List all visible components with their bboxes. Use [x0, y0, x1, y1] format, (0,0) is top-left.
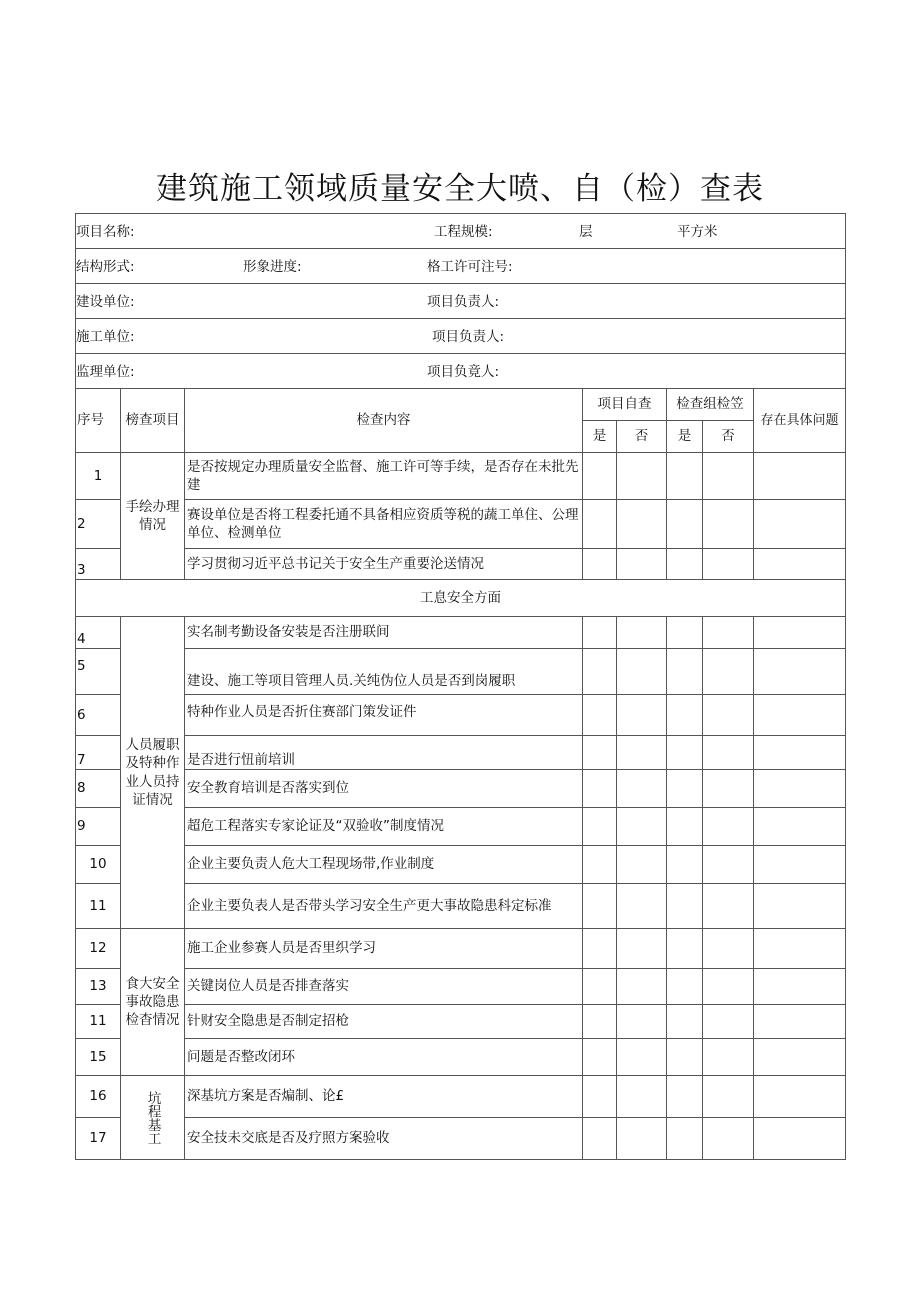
row-number: 15	[76, 1039, 121, 1076]
issue-cell[interactable]	[754, 770, 846, 808]
group-no-cell[interactable]	[703, 1076, 754, 1118]
group-yes-cell[interactable]	[667, 549, 703, 580]
row-content: 深基坑方案是否煸制、论£	[185, 1076, 583, 1118]
builder-manager-label: 项目负责人:	[427, 294, 500, 310]
row-number: 12	[76, 929, 121, 969]
table-row	[76, 500, 846, 549]
issue-cell[interactable]	[754, 808, 846, 846]
self-yes-cell[interactable]	[583, 617, 617, 649]
group-yes-cell[interactable]	[667, 453, 703, 500]
group-no-cell[interactable]	[703, 846, 754, 884]
self-no-cell[interactable]	[617, 846, 667, 884]
table-row	[76, 808, 846, 846]
self-yes-cell[interactable]	[583, 884, 617, 929]
self-no-cell[interactable]	[617, 1039, 667, 1076]
permit-label: 格工许可注号:	[427, 259, 513, 275]
self-no-cell[interactable]	[617, 549, 667, 580]
self-no-cell[interactable]	[617, 736, 667, 770]
issue-cell[interactable]	[754, 846, 846, 884]
table-row	[76, 846, 846, 884]
supervisor-manager-label: 项目负竟人:	[427, 364, 500, 380]
row-content: 问题是否整改闭环	[185, 1039, 583, 1076]
group-no-cell[interactable]	[703, 929, 754, 969]
row-number: 11	[76, 1005, 121, 1039]
table-row	[76, 1118, 846, 1160]
group-yes-cell[interactable]	[667, 969, 703, 1005]
row-number: 7	[76, 736, 121, 770]
category-foundation-text: 坑程基工	[144, 1090, 161, 1145]
row-content: 是否进行忸前培训	[185, 736, 583, 770]
scale-label: 工程规模:	[434, 224, 493, 240]
issue-cell[interactable]	[754, 929, 846, 969]
issue-cell[interactable]	[754, 1039, 846, 1076]
info-row-constructor	[76, 319, 846, 354]
group-yes-cell[interactable]	[667, 1005, 703, 1039]
row-number: 5	[76, 649, 121, 695]
group-yes-cell[interactable]	[667, 736, 703, 770]
page-title: 建筑施工领域质量安全大喷、自（检）查表	[156, 171, 764, 207]
group-no-cell[interactable]	[703, 549, 754, 580]
table-row	[76, 549, 846, 580]
table-row	[76, 617, 846, 649]
row-number: 17	[76, 1118, 121, 1160]
row-number: 2	[76, 500, 121, 549]
self-no-cell[interactable]	[617, 617, 667, 649]
issue-cell[interactable]	[754, 695, 846, 736]
issue-cell[interactable]	[754, 617, 846, 649]
self-no-cell[interactable]	[617, 500, 667, 549]
row-content: 学习贯彻习近平总书记关于安全生产重要沦送情况	[185, 549, 583, 580]
row-content: 实名制考勤设备安装是否注册联间	[185, 617, 583, 649]
issue-cell[interactable]	[754, 549, 846, 580]
row-content: 特种作业人员是否折住赛部门策发证件	[185, 695, 583, 736]
table-row	[76, 649, 846, 695]
self-yes-cell[interactable]	[583, 969, 617, 1005]
header-no-1: 否	[617, 421, 667, 453]
self-yes-cell[interactable]	[583, 846, 617, 884]
row-number: 6	[76, 695, 121, 736]
self-yes-cell[interactable]	[583, 1039, 617, 1076]
info-row-builder	[76, 284, 846, 319]
self-no-cell[interactable]	[617, 770, 667, 808]
header-self-check: 项目自查	[583, 389, 667, 421]
self-no-cell[interactable]	[617, 1005, 667, 1039]
self-no-cell[interactable]	[617, 808, 667, 846]
table-row	[76, 1005, 846, 1039]
group-yes-cell[interactable]	[667, 1039, 703, 1076]
category-hazards: 食大安全事故隐患检杳情况	[121, 929, 185, 1076]
row-number: 3	[76, 549, 121, 580]
floors-unit: 层	[579, 224, 593, 240]
row-content: 企业主要负表人是否带头学习安全生产更大事故隐患科定标准	[185, 884, 583, 929]
section-row	[76, 580, 846, 617]
group-yes-cell[interactable]	[667, 617, 703, 649]
row-content: 建设、施工等项目管理人员.关纯伪位人员是否到岗履职	[185, 649, 583, 695]
self-no-cell[interactable]	[617, 969, 667, 1005]
self-yes-cell[interactable]	[583, 549, 617, 580]
row-number: 8	[76, 770, 121, 808]
header-group-check: 检查组检笠	[667, 389, 754, 421]
row-content: 关键岗位人员是否排查落实	[185, 969, 583, 1005]
issue-cell[interactable]	[754, 736, 846, 770]
header-item: 榜查项目	[121, 389, 185, 453]
row-content: 安全技未交底是否及疗照方案验收	[185, 1118, 583, 1160]
group-no-cell[interactable]	[703, 736, 754, 770]
row-number: 11	[76, 884, 121, 929]
group-no-cell[interactable]	[703, 770, 754, 808]
self-yes-cell[interactable]	[583, 1118, 617, 1160]
row-number: 4	[76, 617, 121, 649]
group-yes-cell[interactable]	[667, 695, 703, 736]
self-no-cell[interactable]	[617, 1118, 667, 1160]
row-content: 是否按规定办理质量安全监督、施工许可等手续，是否存在未批先建	[185, 453, 583, 500]
table-row	[76, 695, 846, 736]
row-content: 企业主要负责人危大工程现场带,作业制度	[185, 846, 583, 884]
row-number: 13	[76, 969, 121, 1005]
group-no-cell[interactable]	[703, 649, 754, 695]
self-yes-cell[interactable]	[583, 929, 617, 969]
self-no-cell[interactable]	[617, 649, 667, 695]
table-row	[76, 929, 846, 969]
row-number: 9	[76, 808, 121, 846]
issue-cell[interactable]	[754, 1118, 846, 1160]
issue-cell[interactable]	[754, 649, 846, 695]
area-unit: 平方米	[677, 224, 718, 240]
table-row	[76, 1039, 846, 1076]
self-yes-cell[interactable]	[583, 1076, 617, 1118]
group-yes-cell[interactable]	[667, 929, 703, 969]
self-yes-cell[interactable]	[583, 453, 617, 500]
group-no-cell[interactable]	[703, 453, 754, 500]
constructor-manager-label: 项目负责人:	[432, 329, 505, 345]
issue-cell[interactable]	[754, 1005, 846, 1039]
self-yes-cell[interactable]	[583, 736, 617, 770]
self-yes-cell[interactable]	[583, 808, 617, 846]
row-content: 安全教育培训是否落实到位	[185, 770, 583, 808]
header-content: 检查内容	[185, 389, 583, 453]
group-no-cell[interactable]	[703, 969, 754, 1005]
table-row	[76, 736, 846, 770]
self-no-cell[interactable]	[617, 1076, 667, 1118]
group-no-cell[interactable]	[703, 808, 754, 846]
self-yes-cell[interactable]	[583, 770, 617, 808]
table-row	[76, 969, 846, 1005]
row-number: 1	[76, 453, 121, 500]
group-yes-cell[interactable]	[667, 500, 703, 549]
header-yes-1: 是	[583, 421, 617, 453]
builder-label: 建设单位:	[76, 294, 135, 310]
table-row	[76, 884, 846, 929]
group-no-cell[interactable]	[703, 1005, 754, 1039]
group-no-cell[interactable]	[703, 500, 754, 549]
row-content: 施工企业参赛人员是否里织学习	[185, 929, 583, 969]
group-yes-cell[interactable]	[667, 884, 703, 929]
group-yes-cell[interactable]	[667, 808, 703, 846]
table-row	[76, 1076, 846, 1118]
row-content: 针财安全隐患是否制定招枪	[185, 1005, 583, 1039]
issue-cell[interactable]	[754, 884, 846, 929]
group-yes-cell[interactable]	[667, 1076, 703, 1118]
progress-label: 形象进度:	[243, 259, 302, 275]
info-row-supervisor	[76, 354, 846, 389]
table-row	[76, 770, 846, 808]
issue-cell[interactable]	[754, 500, 846, 549]
project-name-label: 项目名称:	[76, 224, 135, 240]
issue-cell[interactable]	[754, 453, 846, 500]
row-number: 16	[76, 1076, 121, 1118]
issue-cell[interactable]	[754, 1076, 846, 1118]
self-no-cell[interactable]	[617, 453, 667, 500]
constructor-label: 施工单位:	[76, 329, 135, 345]
header-no-2: 否	[703, 421, 754, 453]
category-procedures: 手绘办理情况	[121, 453, 185, 580]
group-yes-cell[interactable]	[667, 649, 703, 695]
self-no-cell[interactable]	[617, 884, 667, 929]
structure-label: 结构形式:	[76, 259, 135, 275]
header-row-1	[76, 389, 846, 421]
group-no-cell[interactable]	[703, 884, 754, 929]
issue-cell[interactable]	[754, 969, 846, 1005]
category-foundation	[121, 1076, 185, 1160]
self-yes-cell[interactable]	[583, 649, 617, 695]
inspection-form	[75, 213, 846, 1160]
section-title: 工息安全方面	[76, 580, 846, 617]
category-personnel: 人员履职及特种作业人员持证情况	[121, 617, 185, 929]
row-content: 赛设单位是否将工程委托通不具备相应资质等税的蔬工单住、公理单位、检测单位	[185, 500, 583, 549]
self-yes-cell[interactable]	[583, 500, 617, 549]
row-number: 10	[76, 846, 121, 884]
self-no-cell[interactable]	[617, 929, 667, 969]
self-yes-cell[interactable]	[583, 695, 617, 736]
group-yes-cell[interactable]	[667, 1118, 703, 1160]
group-no-cell[interactable]	[703, 617, 754, 649]
info-row-structure	[76, 249, 846, 284]
group-no-cell[interactable]	[703, 1039, 754, 1076]
supervisor-label: 监理单位:	[76, 364, 135, 380]
group-yes-cell[interactable]	[667, 846, 703, 884]
self-yes-cell[interactable]	[583, 1005, 617, 1039]
header-issues: 存在具体问题	[754, 389, 846, 453]
group-no-cell[interactable]	[703, 1118, 754, 1160]
header-seq: 序号	[76, 389, 121, 453]
header-yes-2: 是	[667, 421, 703, 453]
group-no-cell[interactable]	[703, 695, 754, 736]
table-row	[76, 453, 846, 500]
info-row-project	[76, 214, 846, 249]
group-yes-cell[interactable]	[667, 770, 703, 808]
self-no-cell[interactable]	[617, 695, 667, 736]
row-content: 超危工程落实专家论证及“双验收”制度情况	[185, 808, 583, 846]
